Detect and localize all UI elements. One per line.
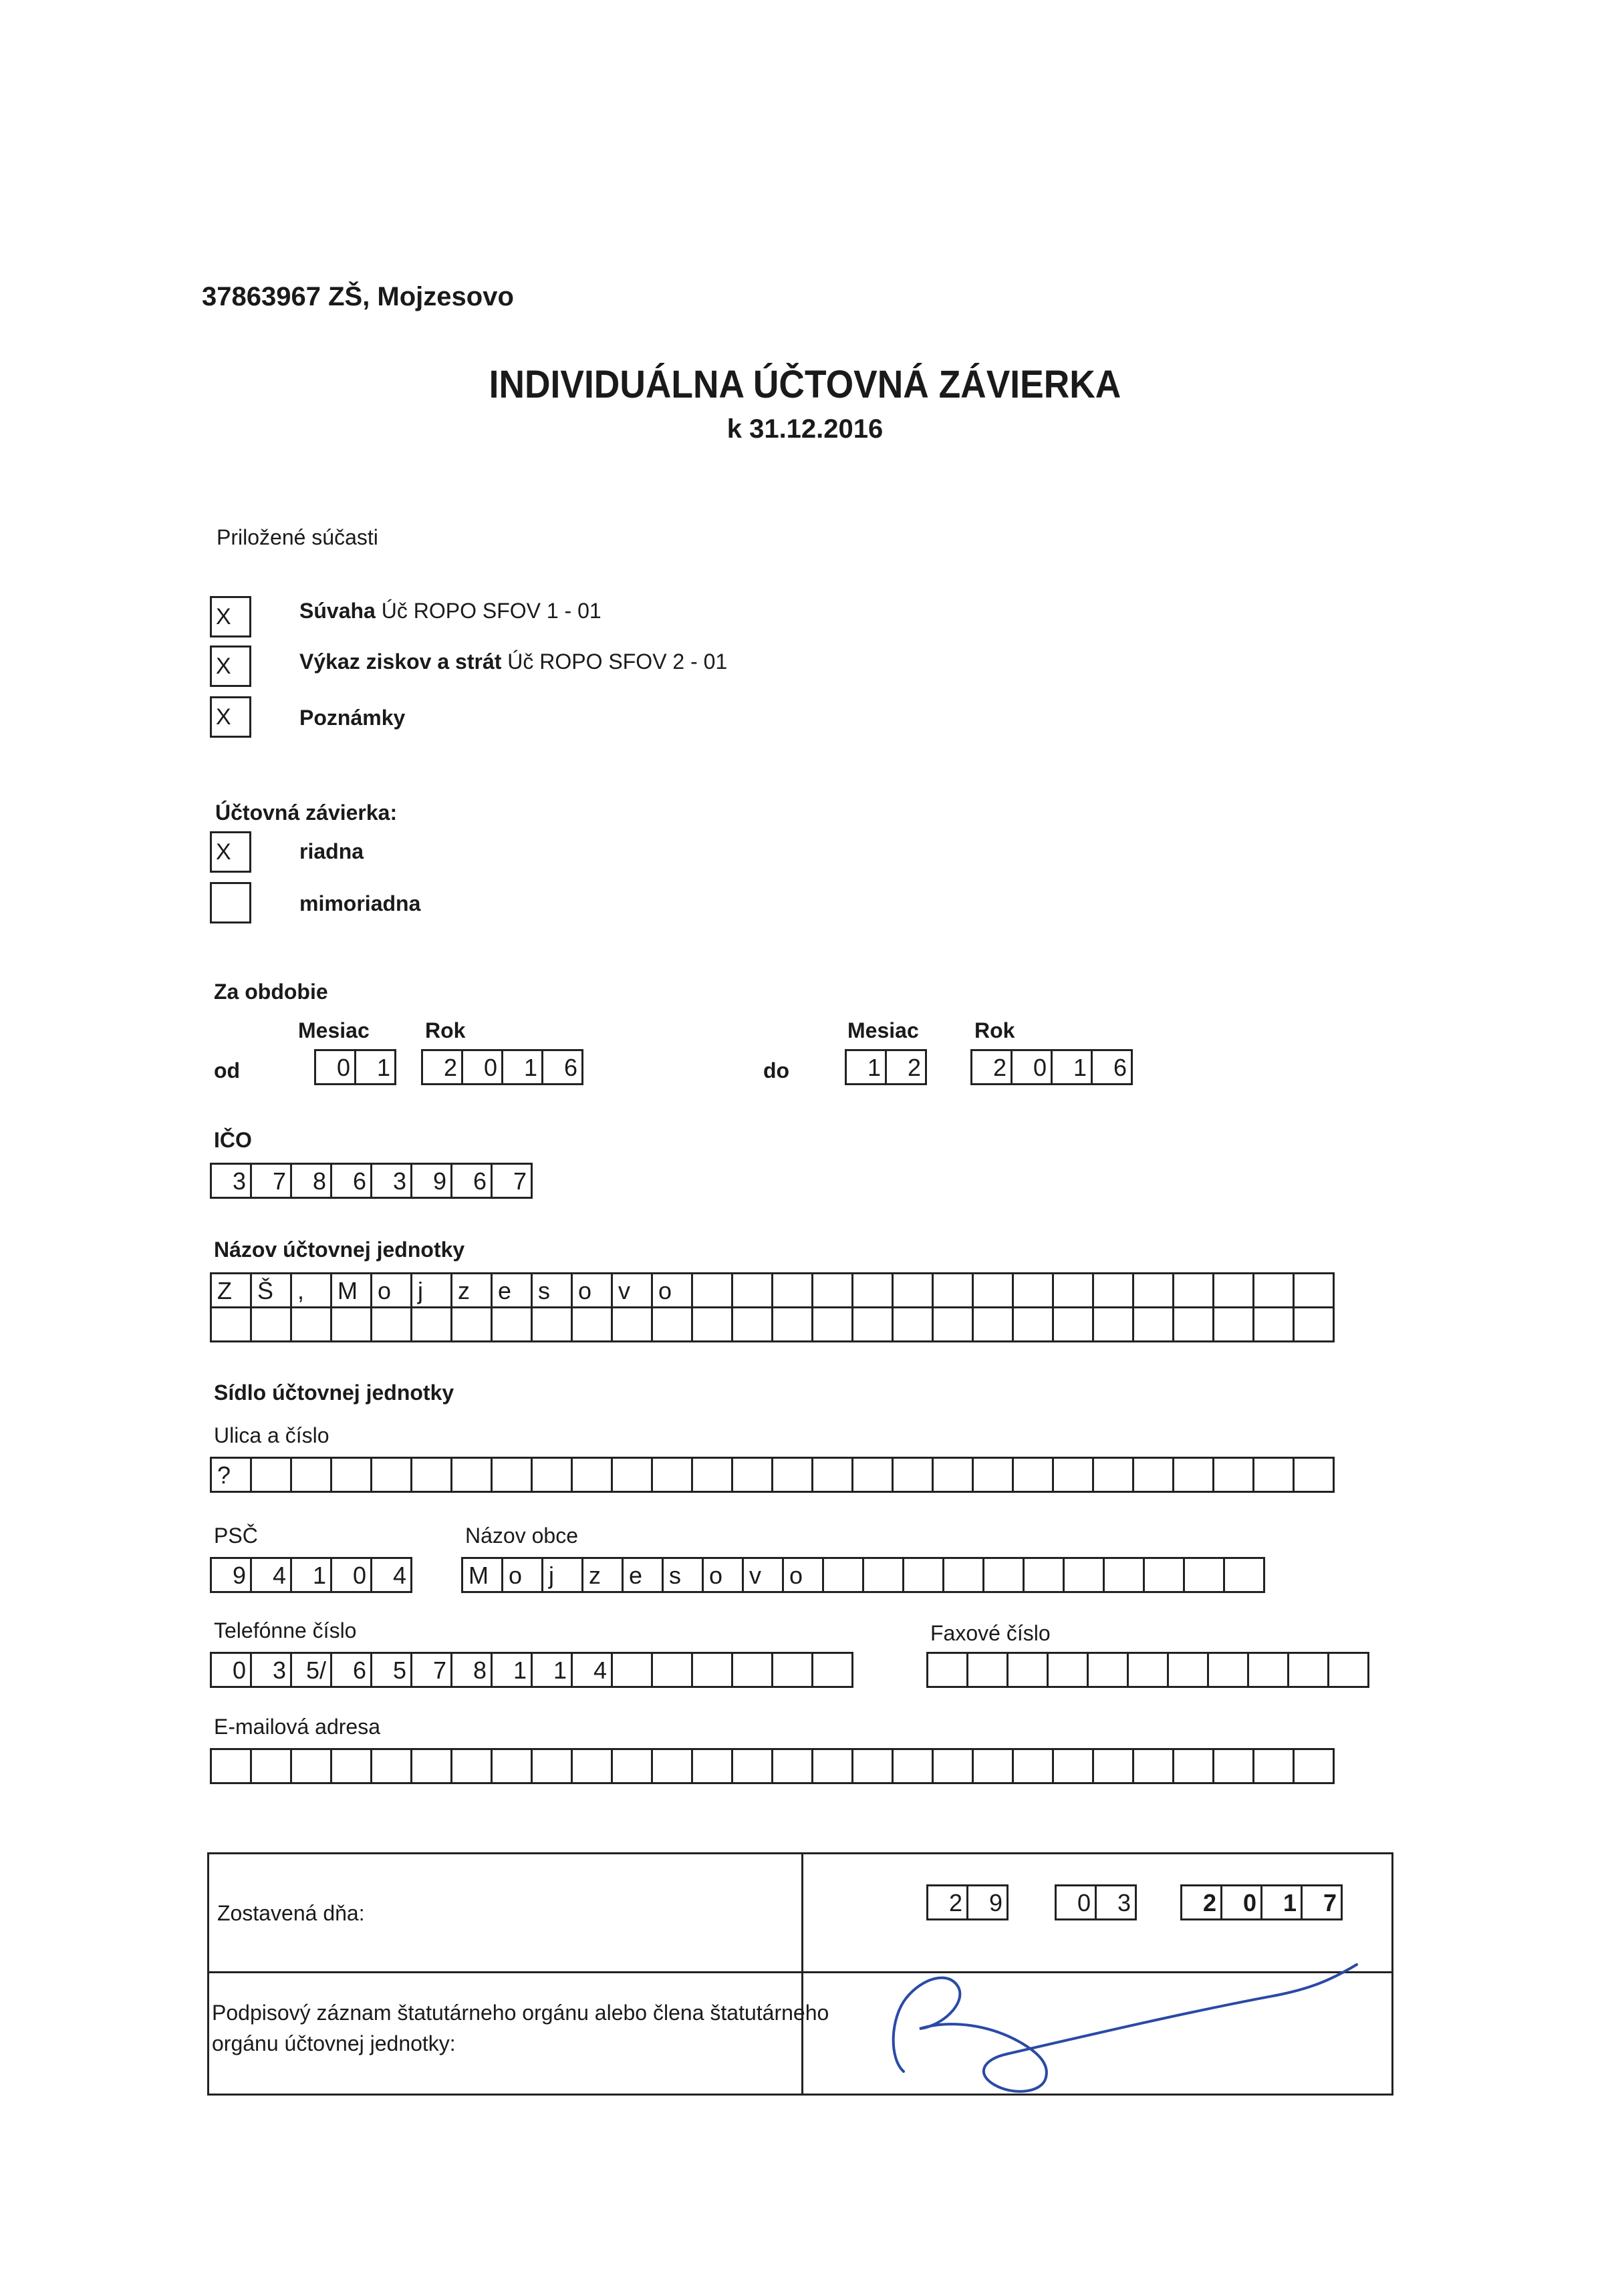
ico-cell[interactable]: 3 <box>370 1163 412 1199</box>
email-cell[interactable] <box>811 1748 853 1784</box>
fax-cell[interactable] <box>1007 1652 1049 1688</box>
from-year-label: Rok <box>425 1018 466 1042</box>
checkbox-vykaz[interactable]: X <box>210 645 251 687</box>
phone-cell[interactable]: 5/ <box>290 1652 332 1688</box>
city-boxes <box>461 1557 1263 1593</box>
entity-name-cell[interactable]: M <box>330 1272 372 1308</box>
fax-cell[interactable] <box>1167 1652 1209 1688</box>
entity-name-row-2 <box>210 1306 1333 1342</box>
ico-cell[interactable]: 8 <box>290 1163 332 1199</box>
entity-name-cell[interactable] <box>771 1306 813 1342</box>
attachment-vykaz: Výkaz ziskov a strát Úč ROPO SFOV 2 - 01 <box>299 650 728 674</box>
to-year-cell[interactable]: 2 <box>970 1049 1013 1085</box>
compiled-month-cell[interactable]: 0 <box>1055 1884 1097 1920</box>
phone-cell[interactable] <box>651 1652 693 1688</box>
street-cell[interactable] <box>410 1457 452 1493</box>
to-label: do <box>763 1058 790 1083</box>
entity-name-cell[interactable]: o <box>571 1272 613 1308</box>
phone-cell[interactable] <box>731 1652 773 1688</box>
psc-cell[interactable]: 0 <box>330 1557 372 1593</box>
entity-name-cell[interactable] <box>571 1306 613 1342</box>
street-cell[interactable] <box>1092 1457 1134 1493</box>
entity-name-cell[interactable] <box>1252 1306 1295 1342</box>
psc-boxes <box>210 1557 410 1593</box>
city-cell[interactable]: s <box>662 1557 704 1593</box>
to-year-cell[interactable]: 6 <box>1091 1049 1133 1085</box>
phone-cell[interactable] <box>691 1652 733 1688</box>
phone-cell[interactable]: 4 <box>571 1652 613 1688</box>
street-cell[interactable] <box>811 1457 853 1493</box>
document-date: k 31.12.2016 <box>726 414 884 444</box>
email-cell[interactable] <box>611 1748 653 1784</box>
entity-name-cell[interactable]: o <box>370 1272 412 1308</box>
option-riadna: riadna <box>299 839 364 863</box>
fax-cell[interactable] <box>1087 1652 1129 1688</box>
from-label: od <box>214 1058 241 1083</box>
attachments-label: Priložené súčasti <box>217 525 378 549</box>
signature-graphic <box>876 1938 1383 2098</box>
entity-name-cell[interactable] <box>731 1306 773 1342</box>
entity-name-cell[interactable] <box>651 1306 693 1342</box>
entity-name-cell[interactable] <box>1212 1272 1254 1308</box>
email-cell[interactable] <box>1092 1748 1134 1784</box>
city-cell[interactable]: j <box>541 1557 583 1593</box>
entity-name-cell[interactable] <box>892 1306 934 1342</box>
psc-cell[interactable]: 4 <box>370 1557 412 1593</box>
entity-name-cell[interactable]: Z <box>210 1272 252 1308</box>
from-year-cell[interactable]: 2 <box>421 1049 463 1085</box>
ico-label: IČO <box>214 1128 252 1152</box>
entity-name-cell[interactable] <box>1132 1272 1174 1308</box>
entity-name-cell[interactable] <box>611 1306 653 1342</box>
email-cell[interactable] <box>851 1748 894 1784</box>
entity-name-label: Názov účtovnej jednotky <box>214 1238 465 1262</box>
entity-name-cell[interactable] <box>330 1306 372 1342</box>
phone-cell[interactable]: 5 <box>370 1652 412 1688</box>
city-cell[interactable] <box>1223 1557 1265 1593</box>
from-year-cell[interactable]: 6 <box>541 1049 583 1085</box>
checkbox-riadna[interactable]: X <box>210 831 251 873</box>
street-cell[interactable] <box>851 1457 894 1493</box>
street-cell[interactable] <box>1172 1457 1214 1493</box>
ico-cell[interactable]: 7 <box>250 1163 292 1199</box>
entity-name-cell[interactable] <box>892 1272 934 1308</box>
compiled-year-cell[interactable]: 7 <box>1301 1884 1343 1920</box>
psc-cell[interactable]: 1 <box>290 1557 332 1593</box>
ico-cell[interactable]: 3 <box>210 1163 252 1199</box>
street-cell[interactable] <box>1293 1457 1335 1493</box>
entity-name-cell[interactable]: o <box>651 1272 693 1308</box>
to-year-cell[interactable]: 1 <box>1051 1049 1093 1085</box>
street-cell[interactable] <box>1012 1457 1054 1493</box>
compiled-year-cell[interactable]: 1 <box>1260 1884 1303 1920</box>
fax-cell[interactable] <box>966 1652 1009 1688</box>
entity-name-cell[interactable]: Š <box>250 1272 292 1308</box>
compiled-label: Zostavená dňa: <box>217 1901 365 1925</box>
fax-cell[interactable] <box>926 1652 968 1688</box>
email-cell[interactable] <box>1172 1748 1214 1784</box>
to-month-cell[interactable]: 1 <box>845 1049 887 1085</box>
attachment-poznamky: Poznámky <box>299 706 406 730</box>
period-label: Za obdobie <box>214 980 328 1004</box>
entity-name-cell[interactable] <box>410 1306 452 1342</box>
city-cell[interactable]: o <box>702 1557 744 1593</box>
entity-name-cell[interactable] <box>851 1306 894 1342</box>
compiled-year-cell[interactable]: 0 <box>1220 1884 1262 1920</box>
city-cell[interactable] <box>942 1557 984 1593</box>
compiled-month-boxes <box>1055 1884 1135 1920</box>
entity-name-cell[interactable] <box>290 1306 332 1342</box>
entity-name-cell[interactable] <box>250 1306 292 1342</box>
email-cell[interactable] <box>1012 1748 1054 1784</box>
city-cell[interactable] <box>1183 1557 1225 1593</box>
attachment-suvaha: Súvaha Úč ROPO SFOV 1 - 01 <box>299 599 601 623</box>
street-cell[interactable] <box>1132 1457 1174 1493</box>
ico-cell[interactable]: 6 <box>330 1163 372 1199</box>
email-cell[interactable] <box>1293 1748 1335 1784</box>
street-cell[interactable] <box>691 1457 733 1493</box>
street-cell[interactable] <box>290 1457 332 1493</box>
signature-label <box>212 1997 829 2059</box>
street-cell[interactable] <box>1252 1457 1295 1493</box>
to-month-boxes <box>845 1049 925 1085</box>
document-title: INDIVIDUÁLNA ÚČTOVNÁ ZÁVIERKA <box>489 363 1121 406</box>
entity-name-cell[interactable] <box>691 1306 733 1342</box>
email-cell[interactable] <box>330 1748 372 1784</box>
email-cell[interactable] <box>1252 1748 1295 1784</box>
phone-cell[interactable]: 8 <box>450 1652 493 1688</box>
from-month-boxes <box>314 1049 394 1085</box>
phone-label: Telefónne číslo <box>214 1618 357 1642</box>
entity-name-cell[interactable]: , <box>290 1272 332 1308</box>
checkbox-poznamky[interactable]: X <box>210 696 251 738</box>
fax-label: Faxové číslo <box>930 1621 1051 1645</box>
from-year-boxes <box>421 1049 581 1085</box>
fax-cell[interactable] <box>1207 1652 1249 1688</box>
fax-cell[interactable] <box>1327 1652 1369 1688</box>
compiled-day-cell[interactable]: 2 <box>926 1884 968 1920</box>
entity-name-cell[interactable]: j <box>410 1272 452 1308</box>
street-cell[interactable] <box>651 1457 693 1493</box>
email-cell[interactable] <box>491 1748 533 1784</box>
psc-label: PSČ <box>214 1524 258 1548</box>
fax-cell[interactable] <box>1127 1652 1169 1688</box>
city-cell[interactable] <box>822 1557 864 1593</box>
phone-cell[interactable]: 0 <box>210 1652 252 1688</box>
entity-name-cell[interactable]: v <box>611 1272 653 1308</box>
street-cell[interactable] <box>1212 1457 1254 1493</box>
ico-cell[interactable]: 7 <box>491 1163 533 1199</box>
document-code: 37863967 ZŠ, Mojzesovo <box>202 282 514 311</box>
entity-name-cell[interactable] <box>1092 1272 1134 1308</box>
email-cell[interactable] <box>450 1748 493 1784</box>
signature-label-line-1: Podpisový záznam štatutárneho orgánu alebo člena štatutárneho <box>212 2001 829 2025</box>
city-cell[interactable]: e <box>622 1557 664 1593</box>
email-cell[interactable] <box>531 1748 573 1784</box>
email-cell[interactable] <box>651 1748 693 1784</box>
psc-cell[interactable]: 9 <box>210 1557 252 1593</box>
street-cell[interactable] <box>330 1457 372 1493</box>
phone-cell[interactable]: 7 <box>410 1652 452 1688</box>
checkbox-suvaha[interactable]: X <box>210 596 251 637</box>
street-cell[interactable] <box>611 1457 653 1493</box>
city-cell[interactable] <box>1143 1557 1185 1593</box>
email-label: E-mailová adresa <box>214 1715 380 1739</box>
address-label: Sídlo účtovnej jednotky <box>214 1381 454 1405</box>
email-cell[interactable] <box>1132 1748 1174 1784</box>
entity-name-cell[interactable] <box>1212 1306 1254 1342</box>
statement-type-label: Účtovná závierka: <box>215 801 398 825</box>
to-year-cell[interactable]: 0 <box>1011 1049 1053 1085</box>
to-year-label: Rok <box>974 1018 1015 1042</box>
fax-cell[interactable] <box>1287 1652 1329 1688</box>
street-cell[interactable] <box>932 1457 974 1493</box>
entity-name-cell[interactable] <box>1052 1306 1094 1342</box>
entity-name-row-1 <box>210 1272 1333 1308</box>
email-cell[interactable] <box>290 1748 332 1784</box>
email-cell[interactable] <box>370 1748 412 1784</box>
phone-cell[interactable] <box>811 1652 853 1688</box>
street-cell[interactable] <box>370 1457 412 1493</box>
entity-name-cell[interactable] <box>1252 1272 1295 1308</box>
city-cell[interactable]: o <box>782 1557 824 1593</box>
compiled-month-cell[interactable]: 3 <box>1095 1884 1137 1920</box>
email-cell[interactable] <box>1212 1748 1254 1784</box>
city-cell[interactable] <box>902 1557 944 1593</box>
fax-cell[interactable] <box>1047 1652 1089 1688</box>
phone-cell[interactable] <box>611 1652 653 1688</box>
entity-name-cell[interactable] <box>811 1306 853 1342</box>
entity-name-cell[interactable] <box>851 1272 894 1308</box>
from-month-label: Mesiac <box>298 1018 370 1042</box>
signature-label-line-2: orgánu účtovnej jednotky: <box>212 2031 456 2055</box>
to-month-label: Mesiac <box>847 1018 919 1042</box>
street-cell[interactable] <box>491 1457 533 1493</box>
from-year-cell[interactable]: 1 <box>501 1049 543 1085</box>
email-cell[interactable] <box>1052 1748 1094 1784</box>
entity-name-cell[interactable]: e <box>491 1272 533 1308</box>
entity-name-cell[interactable] <box>771 1272 813 1308</box>
email-cell[interactable] <box>972 1748 1014 1784</box>
phone-cell[interactable]: 1 <box>491 1652 533 1688</box>
from-month-cell[interactable]: 0 <box>314 1049 356 1085</box>
option-mimoriadna: mimoriadna <box>299 891 421 915</box>
entity-name-cell[interactable] <box>1092 1306 1134 1342</box>
email-cell[interactable] <box>932 1748 974 1784</box>
email-cell[interactable] <box>571 1748 613 1784</box>
street-cell[interactable] <box>771 1457 813 1493</box>
from-year-cell[interactable]: 0 <box>461 1049 503 1085</box>
email-cell[interactable] <box>210 1748 252 1784</box>
entity-name-cell[interactable] <box>531 1306 573 1342</box>
city-cell[interactable] <box>862 1557 904 1593</box>
from-month-cell[interactable]: 1 <box>354 1049 396 1085</box>
compiled-year-boxes <box>1180 1884 1341 1920</box>
email-cell[interactable] <box>892 1748 934 1784</box>
entity-name-cell[interactable] <box>972 1306 1014 1342</box>
entity-name-cell[interactable] <box>731 1272 773 1308</box>
entity-name-cell[interactable] <box>450 1306 493 1342</box>
entity-name-cell[interactable] <box>1132 1306 1174 1342</box>
email-boxes <box>210 1748 1333 1784</box>
street-cell[interactable] <box>250 1457 292 1493</box>
ico-cell[interactable]: 9 <box>410 1163 452 1199</box>
street-cell[interactable] <box>531 1457 573 1493</box>
city-label: Názov obce <box>465 1524 578 1548</box>
city-cell[interactable] <box>1103 1557 1145 1593</box>
psc-cell[interactable]: 4 <box>250 1557 292 1593</box>
entity-name-cell[interactable] <box>1012 1272 1054 1308</box>
entity-name-cell[interactable] <box>491 1306 533 1342</box>
city-cell[interactable]: v <box>742 1557 784 1593</box>
fax-cell[interactable] <box>1247 1652 1289 1688</box>
entity-name-cell[interactable]: z <box>450 1272 493 1308</box>
phone-cell[interactable]: 6 <box>330 1652 372 1688</box>
entity-name-cell[interactable] <box>1012 1306 1054 1342</box>
to-month-cell[interactable]: 2 <box>885 1049 927 1085</box>
city-cell[interactable] <box>1063 1557 1105 1593</box>
ico-cell[interactable]: 6 <box>450 1163 493 1199</box>
entity-name-cell[interactable]: s <box>531 1272 573 1308</box>
compiled-day-boxes <box>926 1884 1007 1920</box>
email-cell[interactable] <box>250 1748 292 1784</box>
phone-cell[interactable]: 1 <box>531 1652 573 1688</box>
street-cell[interactable] <box>892 1457 934 1493</box>
fax-boxes <box>926 1652 1367 1688</box>
entity-name-cell[interactable] <box>972 1272 1014 1308</box>
entity-name-cell[interactable] <box>811 1272 853 1308</box>
phone-cell[interactable] <box>771 1652 813 1688</box>
phone-cell[interactable]: 3 <box>250 1652 292 1688</box>
entity-name-cell[interactable] <box>210 1306 252 1342</box>
email-cell[interactable] <box>731 1748 773 1784</box>
compiled-day-cell[interactable]: 9 <box>966 1884 1009 1920</box>
street-boxes <box>210 1457 1333 1493</box>
compiled-year-cell[interactable]: 2 <box>1180 1884 1222 1920</box>
city-cell[interactable]: o <box>501 1557 543 1593</box>
entity-name-cell[interactable] <box>370 1306 412 1342</box>
email-cell[interactable] <box>410 1748 452 1784</box>
street-cell[interactable] <box>450 1457 493 1493</box>
entity-name-cell[interactable] <box>1172 1272 1214 1308</box>
city-cell[interactable] <box>1023 1557 1065 1593</box>
entity-name-cell[interactable] <box>1293 1306 1335 1342</box>
email-cell[interactable] <box>771 1748 813 1784</box>
street-cell[interactable] <box>1052 1457 1094 1493</box>
entity-name-cell[interactable] <box>932 1306 974 1342</box>
to-year-boxes <box>970 1049 1131 1085</box>
street-cell[interactable]: ? <box>210 1457 252 1493</box>
city-cell[interactable] <box>982 1557 1025 1593</box>
entity-name-cell[interactable] <box>932 1272 974 1308</box>
email-cell[interactable] <box>691 1748 733 1784</box>
checkbox-mimoriadna[interactable] <box>210 882 251 923</box>
street-cell[interactable] <box>972 1457 1014 1493</box>
ico-boxes <box>210 1163 531 1199</box>
signature-stroke <box>894 1965 1357 2092</box>
entity-name-cell[interactable] <box>1172 1306 1214 1342</box>
city-cell[interactable]: z <box>581 1557 624 1593</box>
street-cell[interactable] <box>571 1457 613 1493</box>
street-cell[interactable] <box>731 1457 773 1493</box>
entity-name-cell[interactable] <box>691 1272 733 1308</box>
entity-name-cell[interactable] <box>1052 1272 1094 1308</box>
city-cell[interactable]: M <box>461 1557 503 1593</box>
phone-boxes <box>210 1652 851 1688</box>
street-label: Ulica a číslo <box>214 1423 329 1447</box>
entity-name-cell[interactable] <box>1293 1272 1335 1308</box>
